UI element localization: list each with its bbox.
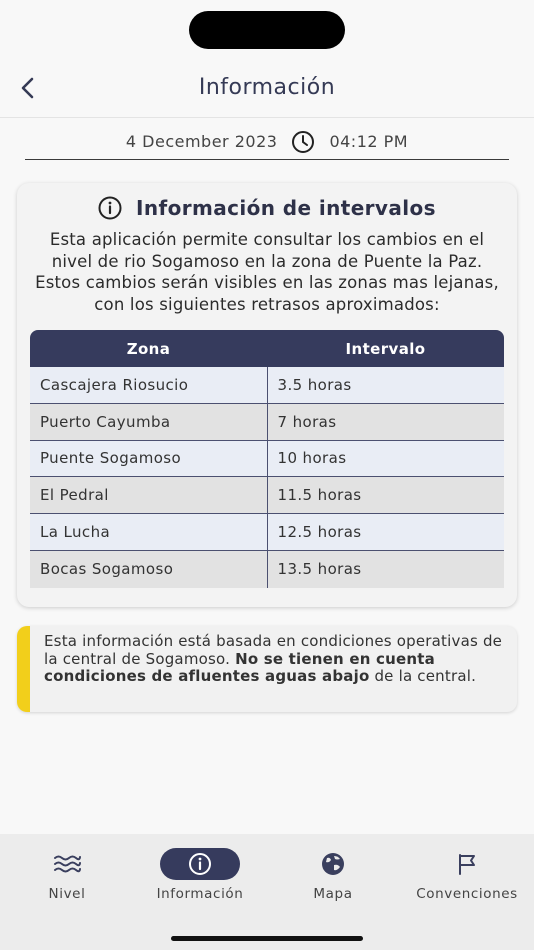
table-row xyxy=(30,441,504,478)
tab-mapa[interactable] xyxy=(273,848,393,908)
zone-cell: Puerto Cayumba xyxy=(40,412,171,431)
card-description: Esta aplicación permite consultar los cambios en el nivel de rio Sogamoso en la zona de Puente la Paz. Estos cambios serán visibles en las zonas mas lejanas, con los siguientes retrasos aproximados: xyxy=(35,230,499,314)
tab-label-informacion: Información xyxy=(156,886,244,902)
tab-label-nivel: Nivel xyxy=(48,886,86,902)
tab-informacion[interactable] xyxy=(140,848,260,908)
tab-icon-container xyxy=(293,848,373,880)
note-text-part1: Esta información está basada en condiciones operativas de la central de Sogamoso. xyxy=(44,632,503,668)
tab-label-convenciones: Convenciones xyxy=(416,886,518,902)
card-title: Información de intervalos xyxy=(136,196,436,220)
table-row xyxy=(30,367,504,404)
info-icon xyxy=(98,196,122,220)
card-title-row xyxy=(17,195,517,221)
time-text: 04:12 PM xyxy=(329,132,409,151)
interval-cell: 12.5 horas xyxy=(267,514,505,550)
interval-info-card xyxy=(17,183,517,607)
home-indicator xyxy=(171,936,363,941)
interval-cell: 13.5 horas xyxy=(267,551,505,588)
flag-icon xyxy=(455,852,479,876)
table-row xyxy=(30,514,504,551)
tab-icon-container xyxy=(427,848,507,880)
zone-cell: Cascajera Riosucio xyxy=(40,375,189,394)
interval-cell: 11.5 horas xyxy=(267,477,505,513)
table-header xyxy=(30,330,504,367)
info-icon xyxy=(188,852,212,876)
note-text xyxy=(44,633,503,686)
tab-icon-container xyxy=(27,848,107,880)
zone-cell: La Lucha xyxy=(40,523,111,542)
date-text: 4 December 2023 xyxy=(125,132,278,151)
page-title: Información xyxy=(198,75,336,100)
globe-icon xyxy=(320,851,346,877)
intervals-table xyxy=(30,330,504,588)
date-time-row xyxy=(25,124,509,160)
tab-nivel[interactable] xyxy=(7,848,127,908)
tab-label-mapa: Mapa xyxy=(313,886,353,902)
note-text-bold: No se tienen en cuenta condiciones de afluentes aguas abajo xyxy=(44,649,435,685)
zone-cell: Puente Sogamoso xyxy=(40,449,182,468)
bottom-tab-bar xyxy=(0,834,534,950)
note-accent-bar xyxy=(17,626,30,712)
zone-cell: Bocas Sogamoso xyxy=(40,560,174,579)
column-header-intervalo: Intervalo xyxy=(345,339,426,358)
camera-notch xyxy=(189,11,345,49)
interval-cell: 10 horas xyxy=(267,441,505,477)
column-header-zona: Zona xyxy=(126,339,171,358)
waves-icon xyxy=(53,853,81,875)
table-row xyxy=(30,551,504,588)
interval-cell: 3.5 horas xyxy=(267,367,505,403)
tab-convenciones[interactable] xyxy=(407,848,527,908)
zone-cell: El Pedral xyxy=(40,486,109,505)
table-row xyxy=(30,477,504,514)
interval-cell: 7 horas xyxy=(267,404,505,440)
disclaimer-note xyxy=(17,626,517,712)
clock-icon xyxy=(291,130,315,154)
tab-icon-container xyxy=(160,848,240,880)
table-row xyxy=(30,404,504,441)
header xyxy=(0,60,534,118)
note-text-part2: de la central. xyxy=(369,667,477,685)
